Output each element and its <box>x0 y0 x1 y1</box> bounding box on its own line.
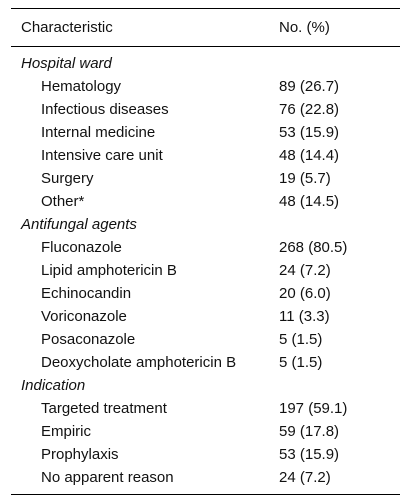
row-value: 197 (59.1) <box>279 400 348 417</box>
table-bottom-rule <box>11 494 400 495</box>
row-label: Internal medicine <box>41 124 156 141</box>
row-label: Targeted treatment <box>41 400 167 417</box>
row-value: 76 (22.8) <box>279 101 340 118</box>
row-label: Other* <box>41 193 85 210</box>
header-characteristic: Characteristic <box>21 19 113 36</box>
row-label: Fluconazole <box>41 239 122 256</box>
row-label: Lipid amphotericin B <box>41 262 177 279</box>
section-row-antifungal-agents <box>0 213 411 236</box>
table-row <box>0 144 411 167</box>
section-title: Indication <box>21 377 86 394</box>
table-row <box>0 397 411 420</box>
row-value: 24 (7.2) <box>279 262 331 279</box>
row-label: Hematology <box>41 78 122 95</box>
row-label: Prophylaxis <box>41 446 119 463</box>
row-value: 11 (3.3) <box>279 308 330 325</box>
row-label: No apparent reason <box>41 469 174 486</box>
section-title: Antifungal agents <box>21 216 137 233</box>
row-value: 19 (5.7) <box>279 170 331 187</box>
row-value: 89 (26.7) <box>279 78 340 95</box>
row-value: 24 (7.2) <box>279 469 331 486</box>
table-row <box>0 351 411 374</box>
row-label: Surgery <box>41 170 94 187</box>
row-value: 20 (6.0) <box>279 285 331 302</box>
row-label: Voriconazole <box>41 308 127 325</box>
section-row-indication <box>0 374 411 397</box>
table-row <box>0 305 411 328</box>
section-title: Hospital ward <box>21 55 112 72</box>
table-row <box>0 98 411 121</box>
table-row <box>0 420 411 443</box>
table-row <box>0 75 411 98</box>
table-row <box>0 282 411 305</box>
row-label: Echinocandin <box>41 285 132 302</box>
table-row <box>0 443 411 466</box>
table-row <box>0 167 411 190</box>
table-row <box>0 466 411 489</box>
table-row <box>0 236 411 259</box>
row-label: Infectious diseases <box>41 101 169 118</box>
table-row <box>0 328 411 351</box>
row-label: Posaconazole <box>41 331 136 348</box>
row-label: Deoxycholate amphotericin B <box>41 354 237 371</box>
table-row <box>0 190 411 213</box>
row-value: 48 (14.5) <box>279 193 340 210</box>
table-row <box>0 259 411 282</box>
row-value: 53 (15.9) <box>279 446 340 463</box>
header-value: No. (%) <box>279 19 330 36</box>
row-value: 5 (1.5) <box>279 331 323 348</box>
row-value: 5 (1.5) <box>279 354 323 371</box>
table-body <box>0 47 411 494</box>
section-row-hospital-ward <box>0 52 411 75</box>
row-value: 53 (15.9) <box>279 124 340 141</box>
row-label: Empiric <box>41 423 92 440</box>
row-value: 48 (14.4) <box>279 147 340 164</box>
row-value: 59 (17.8) <box>279 423 340 440</box>
table-header-row <box>0 9 411 46</box>
row-label: Intensive care unit <box>41 147 163 164</box>
table-row <box>0 121 411 144</box>
row-value: 268 (80.5) <box>279 239 348 256</box>
